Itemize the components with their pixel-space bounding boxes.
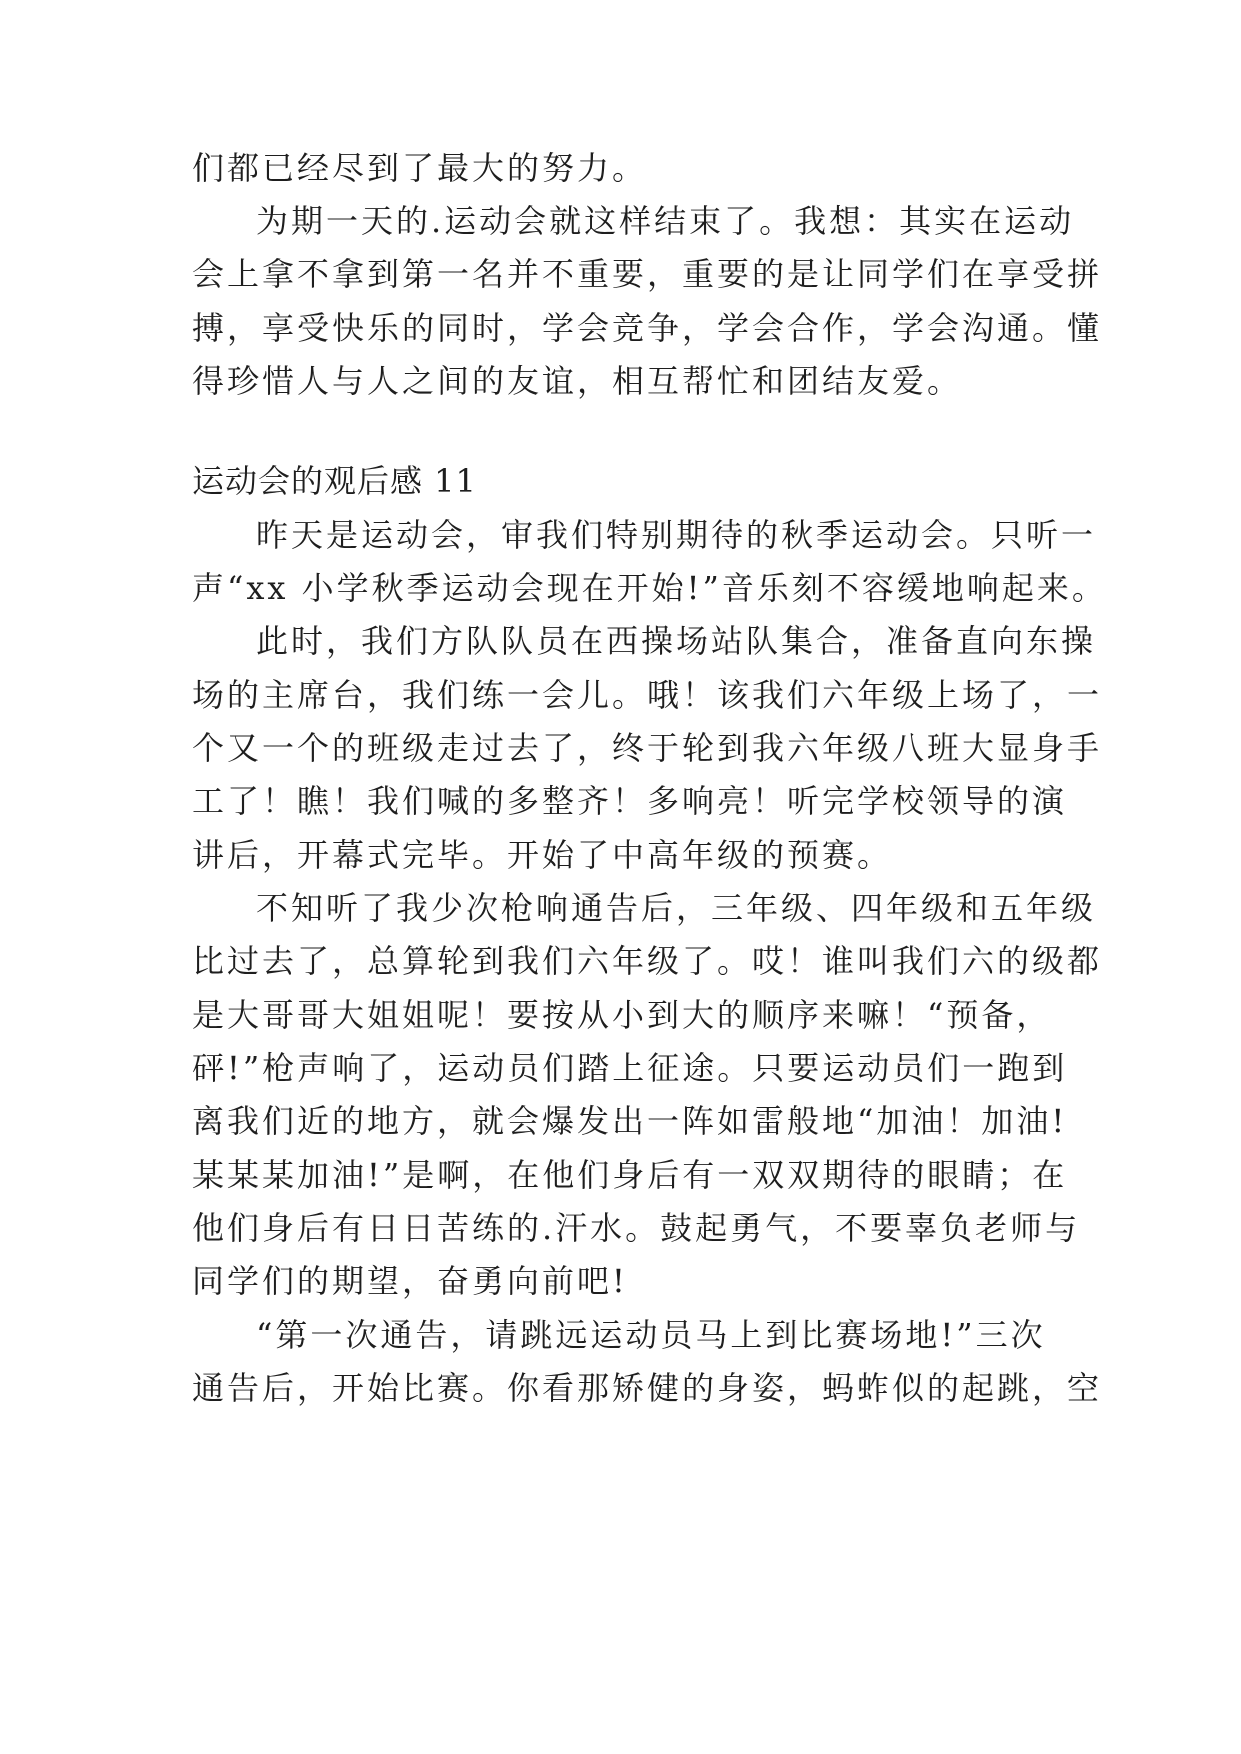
text-line: 工了！瞧！我们喊的多整齐！多响亮！听完学校领导的演 (192, 782, 1068, 820)
text-line: 同学们的期望，奋勇向前吧! (192, 1262, 628, 1300)
text-line: 讲后，开幕式完毕。开始了中高年级的预赛。 (192, 836, 893, 874)
text-line: 个又一个的班级走过去了，终于轮到我六年级八班大显身手 (192, 729, 1103, 767)
text-line: 某某某加油!”是啊，在他们身后有一双双期待的眼睛；在 (192, 1156, 1068, 1194)
text-line: 离我们近的地方，就会爆发出一阵如雷般地“加油！加油! (192, 1102, 1068, 1140)
paragraph-first-line: 不知听了我少次枪响通告后，三年级、四年级和五年级 (256, 889, 1097, 927)
text-line: 砰!”枪声响了，运动员们踏上征途。只要运动员们一跑到 (192, 1049, 1068, 1087)
paragraph-first-line: 为期一天的.运动会就这样结束了。我想：其实在运动 (256, 202, 1075, 240)
text-line: 通告后，开始比赛。你看那矫健的身姿，蚂蚱似的起跳，空 (192, 1369, 1103, 1407)
text-line: 得珍惜人与人之间的友谊，相互帮忙和团结友爱。 (192, 362, 963, 400)
text-line: 们都已经尽到了最大的努力。 (192, 149, 648, 187)
paragraph-first-line: “第一次通告，请跳远运动员马上到比赛场地!”三次 (256, 1316, 1046, 1354)
text-line: 是大哥哥大姐姐呢！要按从小到大的顺序来嘛！“预备， (192, 996, 1052, 1034)
text-line: 会上拿不拿到第一名并不重要，重要的是让同学们在享受拼 (192, 255, 1103, 293)
section-title: 运动会的观后感 11 (192, 462, 477, 500)
text-line: 声“xx 小学秋季运动会现在开始!”音乐刻不容缓地响起来。 (192, 569, 1107, 607)
text-line: 他们身后有日日苦练的.汗水。鼓起勇气，不要辜负老师与 (192, 1209, 1081, 1247)
text-line: 场的主席台，我们练一会儿。哦！该我们六年级上场了，一 (192, 676, 1103, 714)
paragraph-first-line: 昨天是运动会，审我们特别期待的秋季运动会。只听一 (256, 516, 1097, 554)
text-line: 搏，享受快乐的同时，学会竞争，学会合作，学会沟通。懂 (192, 309, 1103, 347)
text-line: 比过去了，总算轮到我们六年级了。哎！谁叫我们六的级都 (192, 942, 1103, 980)
paragraph-first-line: 此时，我们方队队员在西操场站队集合，准备直向东操 (256, 622, 1097, 660)
